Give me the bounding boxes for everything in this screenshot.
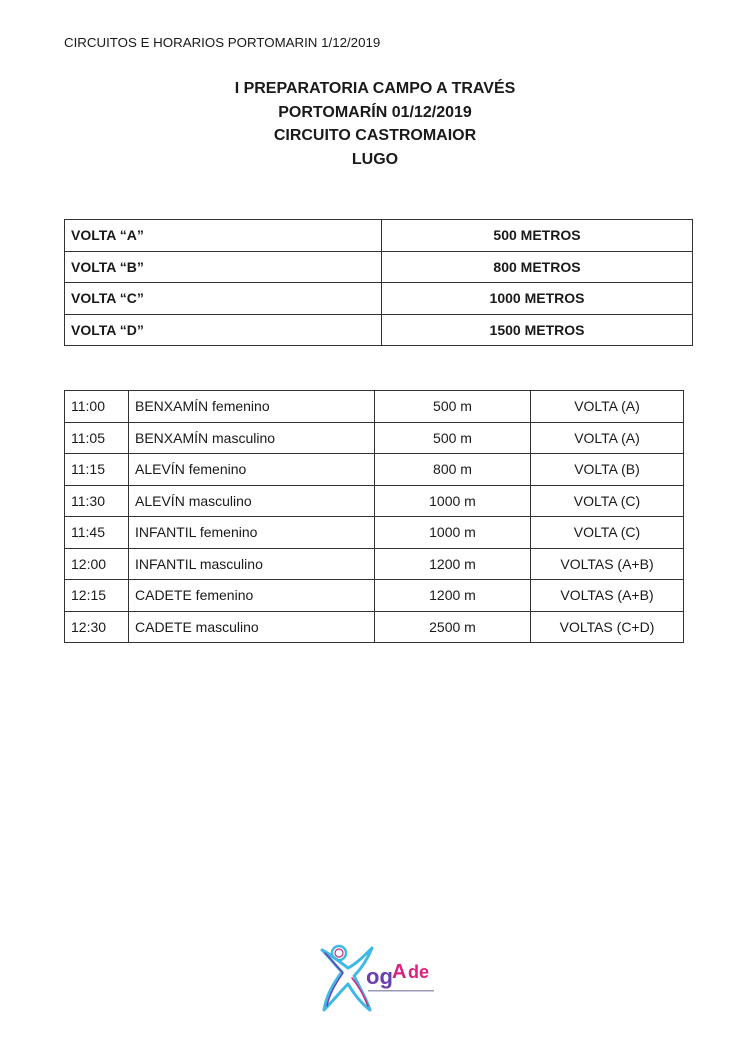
- route-distance: 1000 METROS: [382, 283, 693, 315]
- race-laps: VOLTA (A): [531, 422, 684, 454]
- race-category: INFANTIL femenino: [129, 517, 375, 549]
- race-category: BENXAMÍN femenino: [129, 391, 375, 423]
- table-row: [65, 283, 693, 315]
- race-category: CADETE masculino: [129, 611, 375, 643]
- schedule-table: [64, 390, 684, 643]
- race-time: 11:15: [65, 454, 129, 486]
- logo-letter-a: A: [392, 961, 407, 983]
- route-name: VOLTA “A”: [65, 220, 382, 252]
- route-distance: 500 METROS: [382, 220, 693, 252]
- document-header: CIRCUITOS E HORARIOS PORTOMARIN 1/12/2019: [64, 35, 381, 50]
- race-laps: VOLTAS (A+B): [531, 548, 684, 580]
- race-laps: VOLTAS (C+D): [531, 611, 684, 643]
- race-distance: 2500 m: [375, 611, 531, 643]
- table-row: [65, 580, 684, 612]
- table-row: [65, 548, 684, 580]
- race-time: 11:45: [65, 517, 129, 549]
- race-distance: 1000 m: [375, 485, 531, 517]
- race-category: INFANTIL masculino: [129, 548, 375, 580]
- logo-letters-og: og: [366, 964, 393, 989]
- race-category: BENXAMÍN masculino: [129, 422, 375, 454]
- route-name: VOLTA “B”: [65, 251, 382, 283]
- table-row: [65, 517, 684, 549]
- race-category: ALEVÍN masculino: [129, 485, 375, 517]
- race-time: 11:05: [65, 422, 129, 454]
- table-row: [65, 422, 684, 454]
- race-laps: VOLTAS (A+B): [531, 580, 684, 612]
- race-time: 12:30: [65, 611, 129, 643]
- route-distance: 800 METROS: [382, 251, 693, 283]
- race-distance: 500 m: [375, 391, 531, 423]
- race-category: ALEVÍN femenino: [129, 454, 375, 486]
- race-laps: VOLTA (A): [531, 391, 684, 423]
- routes-table: [64, 219, 693, 346]
- document-title: [0, 77, 750, 171]
- race-time: 11:00: [65, 391, 129, 423]
- xogade-logo: [312, 938, 442, 1018]
- title-line-place-date: PORTOMARÍN 01/12/2019: [278, 103, 472, 121]
- logo-letters-de: de: [408, 962, 430, 982]
- table-row: [65, 391, 684, 423]
- table-row: [65, 454, 684, 486]
- race-time: 12:15: [65, 580, 129, 612]
- title-line-circuit: CIRCUITO CASTROMAIOR: [273, 127, 477, 144]
- route-distance: 1500 METROS: [382, 314, 693, 346]
- route-name: VOLTA “D”: [65, 314, 382, 346]
- race-distance: 500 m: [375, 422, 531, 454]
- race-laps: VOLTA (C): [531, 485, 684, 517]
- table-row: [65, 611, 684, 643]
- race-laps: VOLTA (B): [531, 454, 684, 486]
- logo-tagline: [368, 990, 434, 992]
- route-name: VOLTA “C”: [65, 283, 382, 315]
- race-laps: VOLTA (C): [531, 517, 684, 549]
- race-time: 12:00: [65, 548, 129, 580]
- xogade-logo-icon: [312, 938, 442, 1018]
- race-distance: 1200 m: [375, 548, 531, 580]
- table-row: [65, 314, 693, 346]
- race-distance: 800 m: [375, 454, 531, 486]
- race-time: 11:30: [65, 485, 129, 517]
- table-row: [65, 485, 684, 517]
- race-category: CADETE femenino: [129, 580, 375, 612]
- race-distance: 1000 m: [375, 517, 531, 549]
- table-row: [65, 220, 693, 252]
- title-line-province: LUGO: [351, 150, 399, 168]
- race-distance: 1200 m: [375, 580, 531, 612]
- title-line-event: I PREPARATORIA CAMPO A TRAVÉS: [234, 80, 516, 97]
- table-row: [65, 251, 693, 283]
